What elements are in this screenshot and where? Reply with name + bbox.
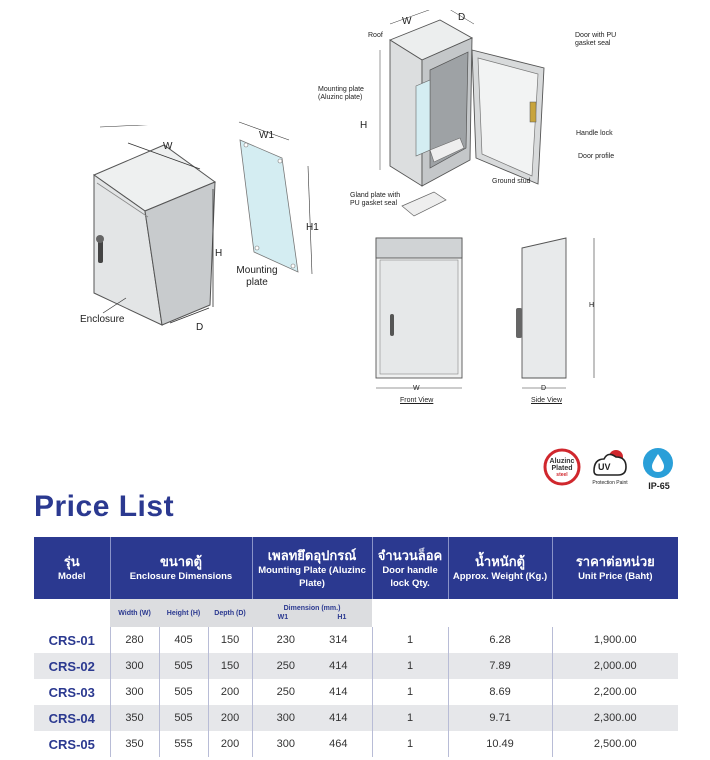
header-model bbox=[34, 537, 110, 599]
row-qty: 1 bbox=[372, 653, 448, 679]
row-model: CRS-03 bbox=[48, 684, 95, 700]
row-depth: 150 bbox=[208, 627, 252, 653]
mounting-plate-drawing bbox=[232, 118, 322, 278]
row-h1: 314 bbox=[329, 634, 348, 646]
aluzinc-badge-line2: Plated bbox=[551, 465, 573, 472]
row-plate-dims bbox=[252, 679, 372, 705]
header-weight-en: Approx. Weight (Kg.) bbox=[452, 571, 548, 582]
table-row bbox=[34, 679, 678, 705]
price-table bbox=[34, 537, 678, 757]
row-price: 1,900.00 bbox=[552, 627, 678, 653]
row-model: CRS-02 bbox=[34, 653, 110, 679]
row-price: 2,000.00 bbox=[552, 653, 678, 679]
label-door-with-pu: Door with PU gasket seal bbox=[575, 32, 617, 47]
row-w1: 230 bbox=[276, 634, 295, 646]
row-depth: 200 bbox=[208, 705, 252, 731]
row-height: 555 bbox=[159, 731, 208, 757]
table-header-row bbox=[34, 537, 678, 599]
row-h1: 414 bbox=[329, 712, 348, 724]
row-width: 350 bbox=[110, 731, 159, 757]
row-weight: 6.28 bbox=[448, 627, 552, 653]
exploded-h-label: H bbox=[360, 120, 368, 131]
row-width: 300 bbox=[110, 679, 159, 705]
row-plate-dims bbox=[252, 731, 372, 757]
plate-h1-label: H1 bbox=[306, 222, 319, 233]
side-view-drawing bbox=[510, 230, 610, 400]
row-w1: 250 bbox=[276, 686, 295, 698]
header-model-thai: รุ่น bbox=[63, 554, 80, 569]
exploded-drawing bbox=[360, 10, 560, 190]
side-view-caption: Side View bbox=[531, 397, 563, 404]
row-weight: 10.49 bbox=[448, 731, 552, 757]
plate-caption: Mounting plate bbox=[236, 265, 278, 288]
header-mounting-plate bbox=[252, 537, 372, 599]
water-drop-icon bbox=[641, 447, 681, 481]
exploded-w-label: W bbox=[402, 16, 412, 27]
header-mounting-en: Mounting Plate (Aluzinc Plate) bbox=[258, 564, 366, 589]
row-weight: 9.71 bbox=[448, 705, 552, 731]
row-height: 505 bbox=[159, 679, 208, 705]
front-view-caption: Front View bbox=[400, 397, 434, 404]
uv-badge-caption: Protection Paint bbox=[592, 480, 628, 486]
aluzinc-badge bbox=[542, 447, 582, 487]
enclosure-d-label: D bbox=[196, 322, 204, 333]
page-title: Price List bbox=[34, 490, 175, 523]
row-model: CRS-01 bbox=[48, 632, 95, 648]
header-enclosure-dimensions bbox=[110, 537, 252, 599]
subheader-dimension-label: Dimension (mm.) bbox=[283, 605, 341, 612]
row-qty: 1 bbox=[372, 627, 448, 653]
enclosure-leader bbox=[100, 295, 130, 315]
header-enclosure-en: Enclosure Dimensions bbox=[129, 571, 233, 582]
row-weight: 8.69 bbox=[448, 679, 552, 705]
row-height: 505 bbox=[159, 705, 208, 731]
front-view-drawing bbox=[366, 230, 476, 400]
label-roof: Roof bbox=[368, 32, 383, 39]
gland-plate-drawing bbox=[400, 190, 450, 220]
enclosure-h-label: H bbox=[215, 248, 223, 259]
enclosure-w-label: W bbox=[163, 141, 173, 152]
plate-w1-label: W1 bbox=[259, 130, 274, 141]
header-lock-qty bbox=[372, 537, 448, 599]
aluzinc-badge-line3: steel bbox=[556, 472, 568, 478]
label-gland-plate: Gland plate with PU gasket seal bbox=[350, 192, 401, 207]
row-width: 280 bbox=[110, 627, 159, 653]
header-model-en: Model bbox=[58, 571, 86, 582]
subheader-height: Height (H) bbox=[159, 599, 208, 627]
row-plate-dims bbox=[252, 705, 372, 731]
row-price: 2,500.00 bbox=[552, 731, 678, 757]
row-width: 300 bbox=[110, 653, 159, 679]
label-handle-lock: Handle lock bbox=[576, 130, 613, 137]
row-h1: 414 bbox=[329, 686, 348, 698]
ip-badge bbox=[641, 447, 681, 491]
header-lock-thai: จำนวนล็อค bbox=[377, 547, 443, 563]
subheader-h1: H1 bbox=[337, 614, 347, 621]
subheader-w1: W1 bbox=[277, 614, 289, 621]
enclosure-drawing bbox=[70, 125, 230, 335]
row-width: 350 bbox=[110, 705, 159, 731]
aluzinc-badge-line1: Aluzinc bbox=[549, 458, 575, 465]
table-subheader-row bbox=[34, 599, 678, 627]
row-depth: 200 bbox=[208, 731, 252, 757]
row-price: 2,300.00 bbox=[552, 705, 678, 731]
row-height: 405 bbox=[159, 627, 208, 653]
header-price-thai: ราคาต่อหน่วย bbox=[575, 554, 655, 569]
side-view-h-label: H bbox=[589, 302, 595, 309]
row-h1: 414 bbox=[329, 660, 348, 672]
header-price-en: Unit Price (Baht) bbox=[578, 571, 653, 582]
row-plate-dims bbox=[252, 653, 372, 679]
table-row bbox=[34, 705, 678, 731]
row-price: 2,200.00 bbox=[552, 679, 678, 705]
table-row bbox=[34, 731, 678, 757]
enclosure-caption: Enclosure bbox=[80, 314, 125, 325]
row-qty: 1 bbox=[372, 679, 448, 705]
label-ground-stud: Ground stud bbox=[492, 178, 531, 185]
header-weight-thai: น้ำหนักตู้ bbox=[475, 554, 526, 569]
row-qty: 1 bbox=[372, 705, 448, 731]
row-model: CRS-05 bbox=[48, 736, 95, 752]
subheader-width: Width (W) bbox=[110, 599, 159, 627]
ip-badge-caption: IP-65 bbox=[648, 481, 670, 491]
exploded-d-label: D bbox=[458, 12, 466, 23]
header-weight bbox=[448, 537, 552, 599]
row-plate-dims bbox=[252, 627, 372, 653]
row-weight: 7.89 bbox=[448, 653, 552, 679]
row-h1: 464 bbox=[329, 738, 348, 750]
row-w1: 250 bbox=[276, 660, 295, 672]
uv-badge-icon bbox=[586, 443, 634, 479]
subheader-dimension bbox=[252, 599, 372, 627]
table-row bbox=[34, 653, 678, 679]
header-enclosure-thai: ขนาดตู้ bbox=[160, 554, 202, 569]
subheader-depth: Depth (D) bbox=[208, 599, 252, 627]
row-depth: 150 bbox=[208, 653, 252, 679]
front-view-w-label: W bbox=[413, 385, 420, 392]
row-w1: 300 bbox=[276, 712, 295, 724]
table-row bbox=[34, 627, 678, 653]
row-height: 505 bbox=[159, 653, 208, 679]
row-w1: 300 bbox=[276, 738, 295, 750]
label-door-profile: Door profile bbox=[578, 153, 615, 160]
header-mounting-thai: เพลทยึดอุปกรณ์ bbox=[267, 547, 357, 563]
uv-badge bbox=[586, 443, 634, 491]
label-mounting-plate-aluzinc: Mounting plate (Aluzinc plate) bbox=[318, 86, 364, 101]
header-unit-price bbox=[552, 537, 678, 599]
uv-badge-mark: UV bbox=[598, 462, 611, 472]
row-depth: 200 bbox=[208, 679, 252, 705]
side-view-d-label: D bbox=[541, 385, 547, 392]
header-lock-en: Door handle lock Qty. bbox=[382, 564, 438, 589]
row-qty: 1 bbox=[372, 731, 448, 757]
row-model: CRS-04 bbox=[34, 705, 110, 731]
